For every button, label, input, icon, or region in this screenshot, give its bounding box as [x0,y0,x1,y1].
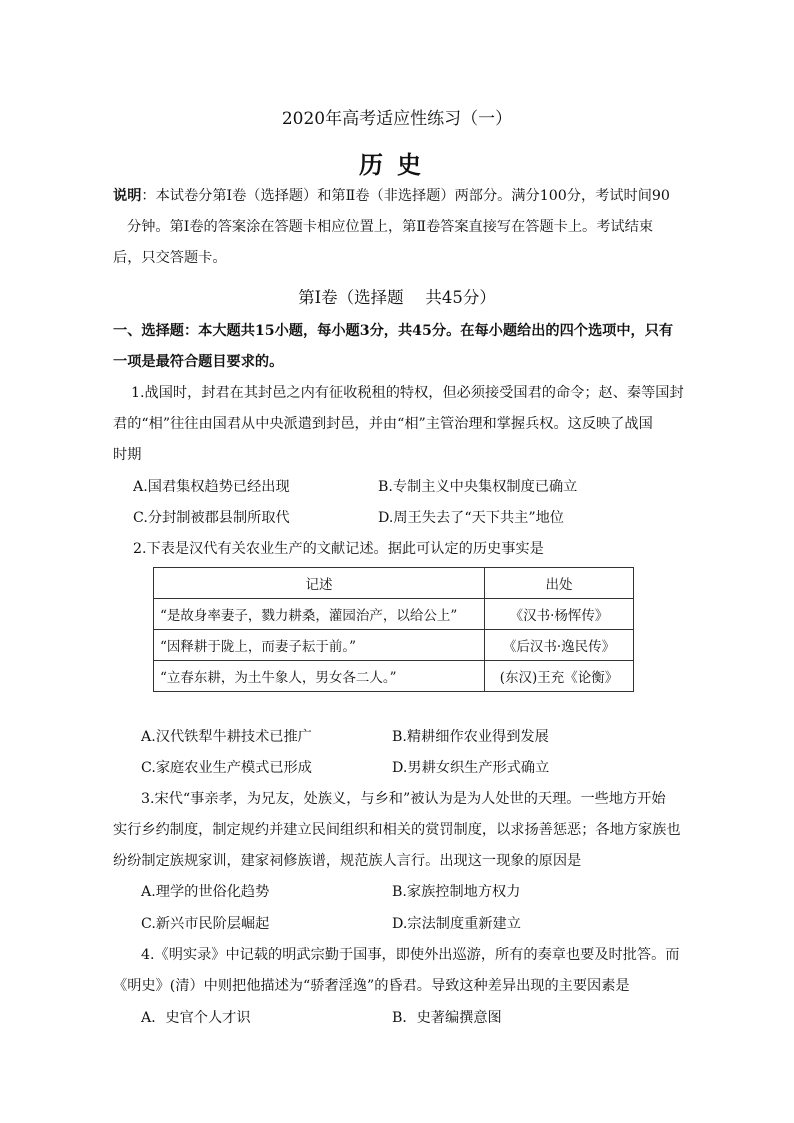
table-cell-record: “立春东耕，为土牛象人，男女各二人。” [154,661,485,692]
instructions-line-2: 分钟。第Ⅰ卷的答案涂在答题卡相应位置上，第Ⅱ卷答案直接写在答题卡上。考试结束 [127,219,654,235]
table-cell-source: (东汉)王充《论衡》 [485,661,634,692]
question-1-option-c[interactable]: C.分封制被郡县制所取代 [133,510,290,526]
section-intro-line-2: 一项是最符合题目要求的。 [113,354,284,370]
question-2-option-a[interactable]: A.汉代铁犁牛耕技术已推广 [141,729,312,745]
table-row [154,630,634,661]
table-row [154,661,634,692]
question-2-option-c[interactable]: C.家庭农业生产模式已形成 [141,760,312,776]
question-3-option-d[interactable]: D.宗法制度重新建立 [392,916,521,932]
question-1-line-2: 君的“相”往往由国君从中央派遣到封邑，并由“相”主管治理和掌握兵权。这反映了战国 [113,416,653,432]
table-header-record: 记述 [154,568,485,599]
records-table [153,567,634,692]
question-3-line-3: 纷纷制定族规家训，建家祠修族谱，规范族人言行。出现这一现象的原因是 [113,853,582,869]
question-3-option-c[interactable]: C.新兴市民阶层崛起 [141,916,270,932]
table-cell-record: “是故身率妻子，戮力耕桑，灌园治产，以给公上” [154,599,485,630]
question-3-line-2: 实行乡约制度，制定规约并建立民间组织和相关的赏罚制度，以求扬善惩恶；各地方家族也 [113,822,681,838]
table-cell-source: 《后汉书·逸民传》 [485,630,634,661]
section-intro-line-1: 一、选择题：本大题共15小题，每小题3分，共45分。在每小题给出的四个选项中，只有 [113,323,674,339]
question-1-option-b[interactable]: B.专制主义中央集权制度已确立 [378,479,578,495]
question-4-option-b[interactable]: B．史著编撰意图 [392,1010,502,1026]
table-header-source: 出处 [485,568,634,599]
question-3-line-1: 3.宋代“事亲孝，为兄友，处族义，与乡和”被认为是为人处世的天理。一些地方开始 [141,791,666,807]
table-header-row [154,568,634,599]
exam-title: 2020年高考适应性练习（一） [281,109,513,129]
table-row [154,599,634,630]
question-2-option-b[interactable]: B.精耕细作农业得到发展 [392,729,549,745]
section-heading: 第Ⅰ卷（选择题 共45分） [298,288,496,307]
question-2-option-d[interactable]: D.男耕女织生产形式确立 [392,760,550,776]
question-1-line-3: 时期 [113,447,142,463]
question-4-line-1: 4.《明实录》中记载的明武宗勤于国事，即使外出巡游，所有的奏章也要及时批答。而 [141,947,680,963]
question-1-line-1: 1.战国时，封君在其封邑之内有征收税租的特权，但必须接受国君的命令；赵、秦等国封 [131,385,684,401]
subject-title: 历史 [359,150,435,179]
instructions-label: 说明 [113,188,142,204]
question-3-option-a[interactable]: A.理学的世俗化趋势 [141,884,270,900]
question-3-option-b[interactable]: B.家族控制地方权力 [392,884,521,900]
question-4-line-2: 《明史》(清）中则把他描述为“骄奢淫逸”的昏君。导致这种差异出现的主要因素是 [113,978,630,994]
question-1-option-d[interactable]: D.周王失去了“天下共主”地位 [378,510,564,526]
instructions-line-1: 说明：本试卷分第Ⅰ卷（选择题）和第Ⅱ卷（非选择题）两部分。满分100分，考试时间90 [113,188,670,204]
table-cell-source: 《汉书·杨恽传》 [485,599,634,630]
table-cell-record: “因释耕于陇上，而妻子耘于前。” [154,630,485,661]
question-1-option-a[interactable]: A.国君集权趋势已经出现 [133,479,290,495]
instructions-line-3: 后，只交答题卡。 [113,250,227,266]
question-4-option-a[interactable]: A．史官个人才识 [141,1010,251,1026]
question-2-line-1: 2.下表是汉代有关农业生产的文献记述。据此可认定的历史事实是 [133,541,544,557]
